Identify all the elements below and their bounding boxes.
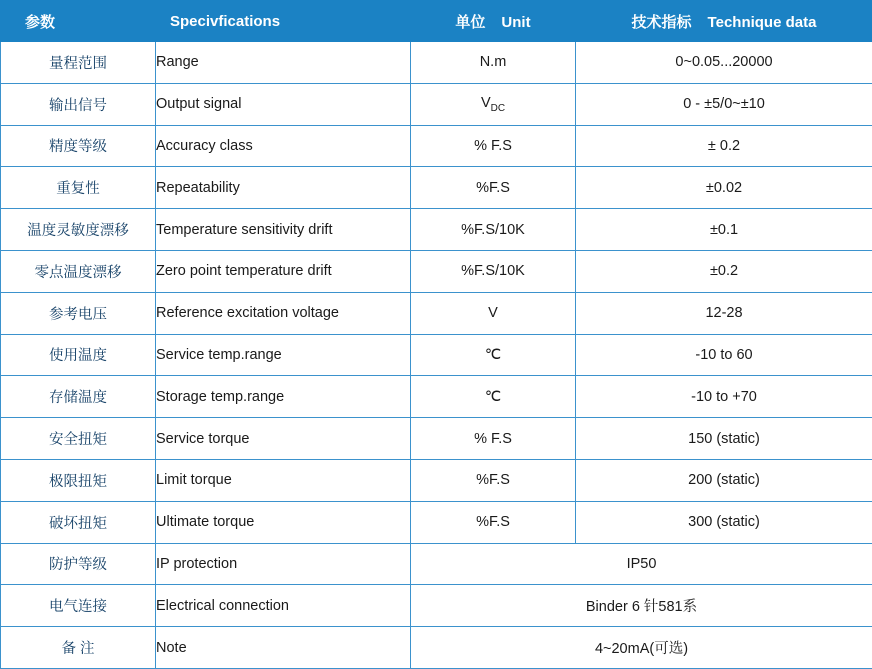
cell-technique-data: 0~0.05...20000 (576, 42, 872, 84)
table-row (1, 543, 872, 585)
column-header-specifications-en: Specivfications (170, 12, 281, 30)
cell-parameter: 零点温度漂移 (1, 250, 156, 292)
cell-specification: Output signal (156, 83, 411, 125)
cell-parameter: 重复性 (1, 167, 156, 209)
table-row (1, 42, 872, 84)
table-header-row (1, 1, 872, 42)
column-header-technique-data (576, 1, 872, 42)
column-header-parameter-cn: 参数 (25, 13, 56, 31)
table-row (1, 459, 872, 501)
cell-unit: ℃ (411, 334, 576, 376)
table-row (1, 167, 872, 209)
cell-technique-data-merged: IP50 (411, 543, 872, 585)
cell-specification: Service temp.range (156, 334, 411, 376)
cell-unit: ℃ (411, 376, 576, 418)
cell-specification: Zero point temperature drift (156, 250, 411, 292)
cell-technique-data: 300 (static) (576, 501, 872, 543)
column-header-parameter (1, 1, 156, 42)
cell-parameter: 防护等级 (1, 543, 156, 585)
cell-unit: %F.S (411, 459, 576, 501)
cell-parameter: 安全扭矩 (1, 418, 156, 460)
cell-unit: V (411, 292, 576, 334)
cell-parameter: 电气连接 (1, 585, 156, 627)
cell-parameter: 输出信号 (1, 83, 156, 125)
cell-technique-data: ±0.2 (576, 250, 872, 292)
table-row (1, 250, 872, 292)
table-row (1, 125, 872, 167)
cell-technique-data: ±0.1 (576, 209, 872, 251)
cell-unit: % F.S (411, 125, 576, 167)
cell-technique-data: ±0.02 (576, 167, 872, 209)
unit-main: V (480, 94, 491, 111)
cell-specification: Ultimate torque (156, 501, 411, 543)
cell-specification: Note (156, 627, 411, 669)
column-header-unit-en: Unit (501, 13, 531, 31)
cell-specification: Accuracy class (156, 125, 411, 167)
column-header-technique-data-en: Technique data (707, 13, 817, 31)
table-body (1, 42, 872, 669)
table-row (1, 627, 872, 669)
table-row (1, 83, 872, 125)
cell-specification: IP protection (156, 543, 411, 585)
table-row (1, 292, 872, 334)
cell-technique-data-merged: 4~20mA(可选) (411, 627, 872, 669)
cell-technique-data: 200 (static) (576, 459, 872, 501)
cell-parameter: 破坏扭矩 (1, 501, 156, 543)
cell-parameter: 参考电压 (1, 292, 156, 334)
cell-unit: % F.S (411, 418, 576, 460)
cell-parameter: 温度灵敏度漂移 (1, 209, 156, 251)
cell-parameter: 存储温度 (1, 376, 156, 418)
cell-technique-data: -10 to +70 (576, 376, 872, 418)
column-header-unit-cn: 单位 (455, 13, 486, 31)
cell-parameter: 精度等级 (1, 125, 156, 167)
column-header-technique-data-cn: 技术指标 (631, 13, 692, 31)
cell-unit: %F.S/10K (411, 250, 576, 292)
cell-specification: Temperature sensitivity drift (156, 209, 411, 251)
cell-specification: Range (156, 42, 411, 84)
cell-specification: Limit torque (156, 459, 411, 501)
cell-technique-data-merged: Binder 6 针581系 (411, 585, 872, 627)
cell-technique-data: 12-28 (576, 292, 872, 334)
table-row (1, 376, 872, 418)
cell-unit (411, 83, 576, 125)
cell-unit: %F.S/10K (411, 209, 576, 251)
cell-technique-data: ± 0.2 (576, 125, 872, 167)
table-header (1, 1, 872, 42)
table-row (1, 209, 872, 251)
cell-unit: N.m (411, 42, 576, 84)
cell-specification: Reference excitation voltage (156, 292, 411, 334)
cell-specification: Repeatability (156, 167, 411, 209)
cell-unit: %F.S (411, 167, 576, 209)
table-row (1, 418, 872, 460)
cell-technique-data: 150 (static) (576, 418, 872, 460)
cell-specification: Storage temp.range (156, 376, 411, 418)
table-row (1, 585, 872, 627)
cell-technique-data: 0 - ±5/0~±10 (576, 83, 872, 125)
cell-specification: Service torque (156, 418, 411, 460)
unit-subscript: DC (490, 102, 506, 114)
column-header-specifications (156, 1, 411, 42)
cell-unit: %F.S (411, 501, 576, 543)
cell-specification: Electrical connection (156, 585, 411, 627)
cell-parameter: 使用温度 (1, 334, 156, 376)
cell-technique-data: -10 to 60 (576, 334, 872, 376)
table-row (1, 334, 872, 376)
cell-parameter: 极限扭矩 (1, 459, 156, 501)
column-header-unit (411, 1, 576, 42)
cell-parameter: 备 注 (1, 627, 156, 669)
table-row (1, 501, 872, 543)
cell-parameter: 量程范围 (1, 42, 156, 84)
